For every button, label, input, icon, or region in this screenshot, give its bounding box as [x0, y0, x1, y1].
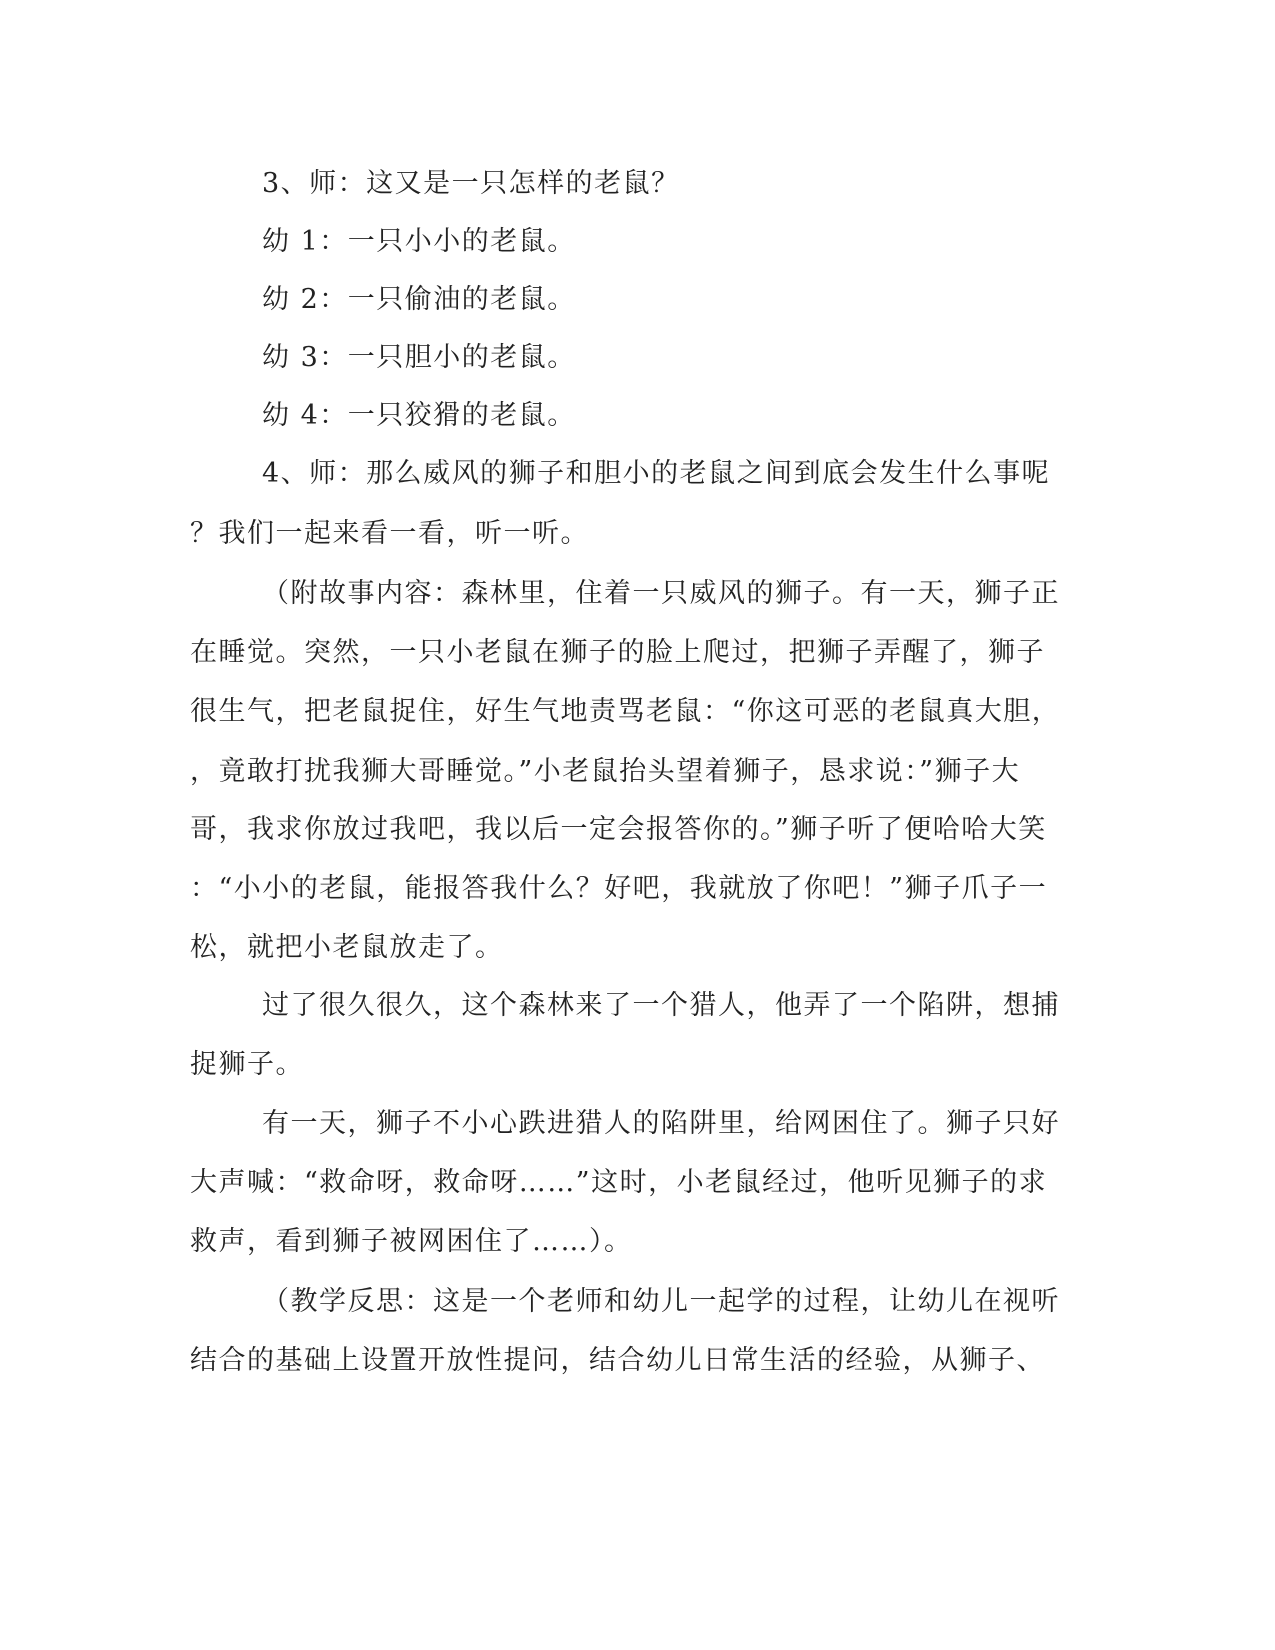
hunter-paragraph-line: 过了很久很久，这个森林来了一个猎人，他弄了一个陷阱，想捕: [262, 990, 1060, 1021]
answer-4-line: 幼 4：一只狡猾的老鼠。: [262, 400, 576, 431]
question-4-line: 4、师：那么威风的狮子和胆小的老鼠之间到底会发生什么事呢: [262, 458, 1051, 489]
answer-2-line: 幼 2：一只偷油的老鼠。: [262, 284, 576, 315]
story-paragraph-line: （附故事内容：森林里，住着一只威风的狮子。有一天，狮子正: [262, 578, 1060, 609]
answer-3-line: 幼 3：一只胆小的老鼠。: [262, 342, 576, 373]
reflection-paragraph-line: （教学反思：这是一个老师和幼儿一起学的过程，让幼儿在视听: [262, 1286, 1060, 1317]
story-paragraph-line: ：“小小的老鼠，能报答我什么？好吧，我就放了你吧！”狮子爪子一: [190, 873, 1048, 904]
trap-paragraph-line: 有一天，狮子不小心跌进猎人的陷阱里，给网困住了。狮子只好: [262, 1108, 1060, 1139]
question-4-continuation: ？我们一起来看一看，听一听。: [190, 518, 589, 549]
story-paragraph-line: 很生气，把老鼠捉住，好生气地责骂老鼠：“你这可恶的老鼠真大胆，: [190, 696, 1061, 727]
story-paragraph-line: 在睡觉。突然，一只小老鼠在狮子的脸上爬过，把狮子弄醒了，狮子: [190, 637, 1045, 668]
story-paragraph-line: 哥，我求你放过我吧，我以后一定会报答你的。”狮子听了便哈哈大笑: [190, 814, 1047, 845]
question-3-line: 3、师：这又是一只怎样的老鼠？: [262, 168, 680, 199]
story-paragraph-line: ，竟敢打扰我狮大哥睡觉。”小老鼠抬头望着狮子，恳求说：”狮子大: [190, 756, 1021, 787]
trap-paragraph-line: 大声喊：“救命呀，救命呀……”这时，小老鼠经过，他听见狮子的求: [190, 1167, 1048, 1198]
story-paragraph-line: 松，就把小老鼠放走了。: [190, 932, 504, 963]
trap-paragraph-line: 救声，看到狮子被网困住了……）。: [190, 1226, 633, 1257]
reflection-paragraph-line: 结合的基础上设置开放性提问，结合幼儿日常生活的经验，从狮子、: [190, 1345, 1045, 1376]
hunter-paragraph-line: 捉狮子。: [190, 1049, 304, 1080]
answer-1-line: 幼 1：一只小小的老鼠。: [262, 226, 576, 257]
